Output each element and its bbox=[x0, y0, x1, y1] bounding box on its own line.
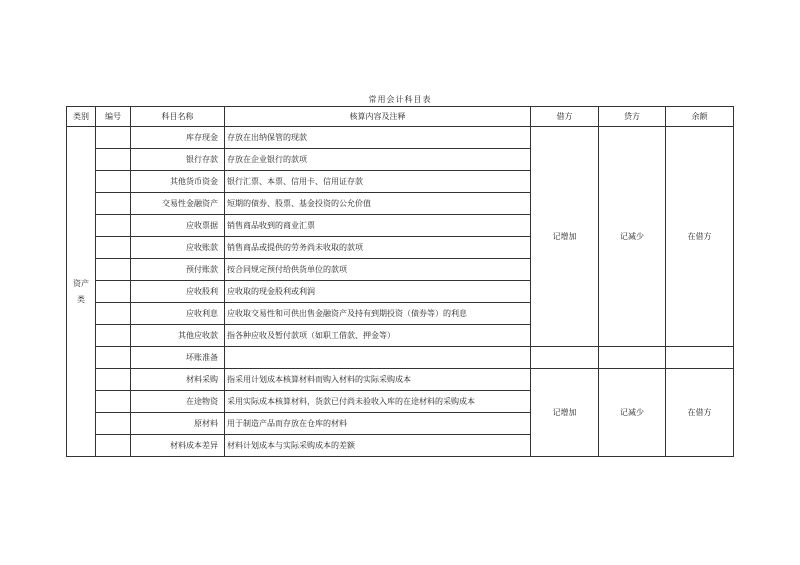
code-cell bbox=[96, 413, 131, 435]
code-cell bbox=[96, 127, 131, 149]
account-content: 银行汇票、本票、信用卡、信用证存款 bbox=[225, 171, 531, 193]
account-content: 存放在企业银行的款项 bbox=[225, 149, 531, 171]
account-content: 指各种应收及暂付款项（如职工借款、押金等） bbox=[225, 325, 531, 347]
debit-cell: 记增加 bbox=[531, 127, 599, 347]
category-label-line1: 资产 bbox=[73, 278, 89, 288]
account-name: 应收股利 bbox=[131, 281, 225, 303]
code-cell bbox=[96, 193, 131, 215]
table-row bbox=[67, 369, 734, 391]
balance-cell: 在借方 bbox=[666, 369, 734, 457]
code-cell bbox=[96, 281, 131, 303]
header-debit: 借方 bbox=[531, 107, 599, 127]
account-name: 其他应收款 bbox=[131, 325, 225, 347]
category-label-line2: 类 bbox=[77, 294, 85, 304]
account-name: 其他货币资金 bbox=[131, 171, 225, 193]
account-content: 应收取的现金股利或利润 bbox=[225, 281, 531, 303]
code-cell bbox=[96, 347, 131, 369]
header-name: 科目名称 bbox=[131, 107, 225, 127]
account-name: 在途物资 bbox=[131, 391, 225, 413]
code-cell bbox=[96, 369, 131, 391]
code-cell bbox=[96, 391, 131, 413]
table-row bbox=[67, 347, 734, 369]
header-category: 类别 bbox=[67, 107, 96, 127]
credit-cell: 记减少 bbox=[599, 369, 666, 457]
account-name: 材料采购 bbox=[131, 369, 225, 391]
account-content: 存放在出纳保管的现款 bbox=[225, 127, 531, 149]
account-content: 销售商品或提供的劳务尚未收取的款项 bbox=[225, 237, 531, 259]
account-name: 库存现金 bbox=[131, 127, 225, 149]
account-table bbox=[66, 106, 734, 457]
account-content: 销售商品收到的商业汇票 bbox=[225, 215, 531, 237]
account-content bbox=[225, 347, 531, 369]
category-cell bbox=[67, 127, 96, 457]
code-cell bbox=[96, 215, 131, 237]
debit-cell: 记增加 bbox=[531, 369, 599, 457]
balance-cell: 在借方 bbox=[666, 127, 734, 347]
account-name: 银行存款 bbox=[131, 149, 225, 171]
header-balance: 余额 bbox=[666, 107, 734, 127]
account-content: 短期的债券、股票、基金投资的公允价值 bbox=[225, 193, 531, 215]
header-row bbox=[67, 107, 734, 127]
account-name: 应收利息 bbox=[131, 303, 225, 325]
code-cell bbox=[96, 171, 131, 193]
code-cell bbox=[96, 325, 131, 347]
code-cell bbox=[96, 237, 131, 259]
credit-cell-empty bbox=[599, 347, 666, 369]
account-content: 按合同规定预付给供货单位的款项 bbox=[225, 259, 531, 281]
account-name: 应收账款 bbox=[131, 237, 225, 259]
header-content: 核算内容及注释 bbox=[225, 107, 531, 127]
balance-cell-empty bbox=[666, 347, 734, 369]
table-row bbox=[67, 127, 734, 149]
header-code: 编号 bbox=[96, 107, 131, 127]
account-content: 应收取交易性和可供出售金融资产及持有到期投资（债券等）的利息 bbox=[225, 303, 531, 325]
code-cell bbox=[96, 259, 131, 281]
account-content: 采用实际成本核算材料，货款已付尚未验收入库的在途材料的采购成本 bbox=[225, 391, 531, 413]
header-credit: 贷方 bbox=[599, 107, 666, 127]
account-name: 预付账款 bbox=[131, 259, 225, 281]
account-content: 指采用计划成本核算材料而购入材料的实际采购成本 bbox=[225, 369, 531, 391]
credit-cell: 记减少 bbox=[599, 127, 666, 347]
code-cell bbox=[96, 149, 131, 171]
debit-cell-empty bbox=[531, 347, 599, 369]
account-name: 应收票据 bbox=[131, 215, 225, 237]
account-name: 交易性金融资产 bbox=[131, 193, 225, 215]
account-content: 材料计划成本与实际采购成本的差额 bbox=[225, 435, 531, 457]
code-cell bbox=[96, 435, 131, 457]
account-name: 坏账准备 bbox=[131, 347, 225, 369]
account-name: 原材料 bbox=[131, 413, 225, 435]
code-cell bbox=[96, 303, 131, 325]
account-name: 材料成本差异 bbox=[131, 435, 225, 457]
page-title: 常用会计科目表 bbox=[368, 95, 432, 104]
account-content: 用于制造产品而存放在仓库的材料 bbox=[225, 413, 531, 435]
